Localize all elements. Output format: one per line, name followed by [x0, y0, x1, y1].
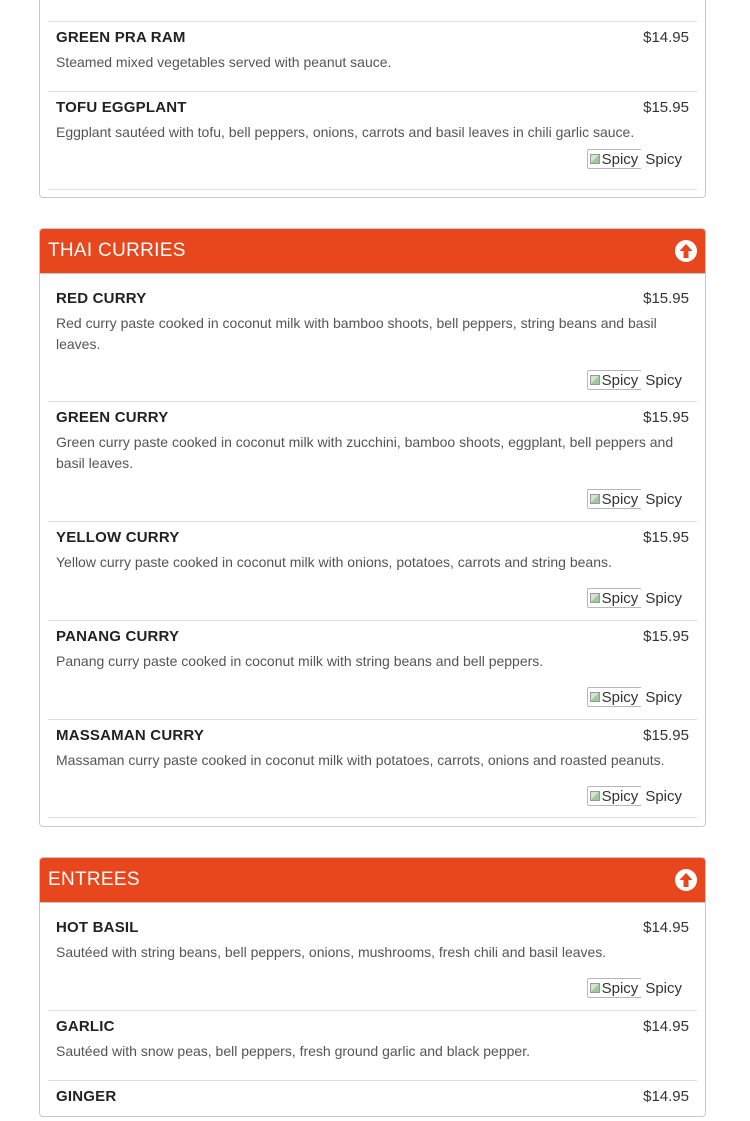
menu-section-entrees: [39, 857, 706, 1117]
item-price: $15.95: [643, 409, 689, 426]
item-name: GREEN CURRY: [56, 409, 169, 426]
item-description: Steamed mixed vegetables served with peanut sauce.: [56, 54, 392, 70]
chili-icon: Spicy: [587, 687, 642, 707]
item-description: Eggplant sautéed with tofu, bell peppers, onions, carrots and basil leaves in chili garlic sauce.: [56, 124, 635, 140]
spicy-label: Spicy: [645, 371, 682, 389]
item-price: $14.95: [643, 1018, 689, 1035]
item-price: $14.95: [643, 919, 689, 936]
item-name: GINGER: [56, 1088, 117, 1105]
section-header[interactable]: [40, 858, 705, 903]
item-price: $15.95: [643, 290, 689, 307]
arrow-up-circle-icon[interactable]: [674, 868, 698, 892]
item-description: Red curry paste cooked in coconut milk with bamboo shoots, bell peppers, string beans and basil leaves.: [56, 315, 657, 352]
spicy-label: Spicy: [645, 979, 682, 997]
item-description: Green curry paste cooked in coconut milk with zucchini, bamboo shoots, eggplant, bell peppers and basil leaves.: [56, 434, 674, 471]
spicy-indicator: [587, 978, 682, 998]
arrow-up-circle-icon[interactable]: [674, 239, 698, 263]
item-price: $15.95: [643, 99, 689, 116]
menu-item[interactable]: [48, 1081, 697, 1121]
chili-icon: Spicy: [587, 489, 642, 509]
item-description: Sautéed with snow peas, bell peppers, fresh ground garlic and black pepper.: [56, 1043, 530, 1059]
section-title: ENTREES: [48, 869, 140, 890]
item-name: PANANG CURRY: [56, 628, 180, 645]
chili-icon: Spicy: [587, 588, 642, 608]
chili-icon: Spicy: [587, 149, 642, 169]
menu-section-previous: [39, 0, 706, 198]
spicy-label: Spicy: [645, 150, 682, 168]
chili-icon: Spicy: [587, 370, 642, 390]
menu-section-thai-curries: [39, 228, 706, 827]
item-name: YELLOW CURRY: [56, 529, 180, 546]
spicy-label: Spicy: [645, 688, 682, 706]
spicy-indicator: [587, 687, 682, 707]
item-name: RED CURRY: [56, 290, 147, 307]
menu-item[interactable]: [48, 912, 697, 1011]
spicy-label: Spicy: [645, 589, 682, 607]
item-price: $14.95: [643, 29, 689, 46]
menu-item[interactable]: [48, 621, 697, 720]
item-price: $15.95: [643, 628, 689, 645]
spicy-indicator: [587, 588, 682, 608]
spicy-label: Spicy: [645, 787, 682, 805]
item-description: Panang curry paste cooked in coconut milk with string beans and bell peppers.: [56, 653, 544, 669]
section-title: THAI CURRIES: [48, 240, 186, 261]
menu-item[interactable]: [48, 402, 697, 522]
item-name: GREEN PRA RAM: [56, 29, 186, 46]
chili-icon: Spicy: [587, 786, 642, 806]
spicy-indicator: [587, 370, 682, 390]
item-price: $15.95: [643, 727, 689, 744]
item-name: HOT BASIL: [56, 919, 139, 936]
item-name: MASSAMAN CURRY: [56, 727, 205, 744]
menu-item[interactable]: [48, 522, 697, 621]
item-name: GARLIC: [56, 1018, 115, 1035]
item-price: $14.95: [643, 1088, 689, 1105]
menu-item[interactable]: [48, 92, 697, 190]
item-description: Sautéed with string beans, bell peppers, onions, mushrooms, fresh chili and basil leaves.: [56, 944, 607, 960]
menu-item[interactable]: [48, 1011, 697, 1081]
item-price: $15.95: [643, 529, 689, 546]
menu-item[interactable]: [48, 720, 697, 818]
item-description: Yellow curry paste cooked in coconut milk with onions, potatoes, carrots and string beans.: [56, 554, 612, 570]
chili-icon: Spicy: [587, 978, 642, 998]
menu-item[interactable]: [48, 283, 697, 402]
spicy-indicator: [587, 786, 682, 806]
menu-item[interactable]: [48, 21, 697, 92]
item-description: Massaman curry paste cooked in coconut milk with potatoes, carrots, onions and roasted peanuts.: [56, 752, 665, 768]
spicy-label: Spicy: [645, 490, 682, 508]
section-header[interactable]: [40, 229, 705, 274]
spicy-indicator: [587, 489, 682, 509]
spicy-indicator: [587, 149, 682, 169]
item-name: TOFU EGGPLANT: [56, 99, 187, 116]
